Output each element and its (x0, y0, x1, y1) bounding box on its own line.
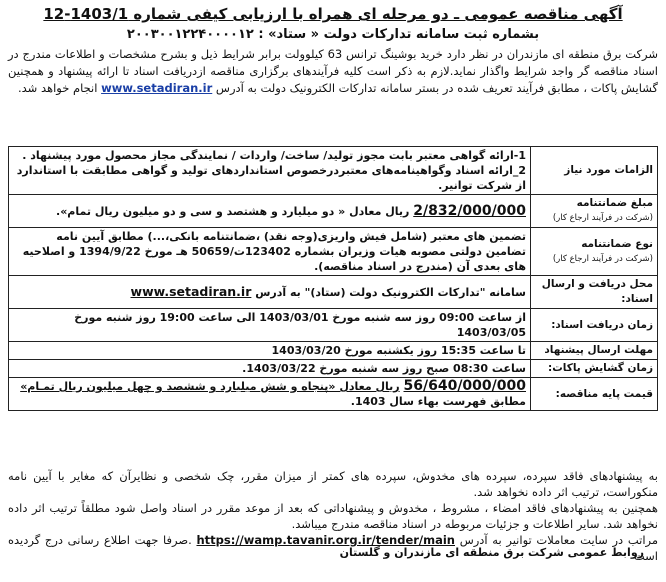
table-row (9, 309, 658, 342)
requirements-label: الزامات مورد نیاز (531, 147, 658, 195)
docs-place-text: سامانه "تدارکات الکترونیک دولت (ستاد)" به آدرس (255, 286, 526, 299)
guarantee-amount-number: 2/832/000/000 (413, 202, 526, 219)
table-row (9, 360, 658, 378)
requirement-item: 2_ارائه اسناد وگواهینامه‌های معتبردرخصوص استانداردهای تولید و گواهی مطابقت با استاندارد از شرکت توانیر. (16, 164, 526, 192)
table-row (9, 147, 658, 195)
table-row (9, 195, 658, 228)
guarantee-type-value: تضمین های معتبر (شامل فیش واریزی(وجه نقد) ،ضمانتنامه بانکی،...) مطابق آیین نامه تضامین دولتی مصوبه هیات وزیران بشماره 123402ت/50659 هـ مورخ 1394/9/22 و اصلاحیه های بعدی آن (مندرج در اسناد مناقصه). (9, 228, 531, 276)
requirement-item: 1-ارائه گواهی معتبر بابت مجوز تولید/ ساخت/ واردات / نمایندگی مجاز محصول مورد پیشنهاد . (22, 149, 526, 162)
base-price-label: قیمت پایه مناقصه: (531, 378, 658, 411)
base-price-number: 56/640/000/000 (403, 378, 526, 394)
requirements-value (9, 147, 531, 195)
guarantee-type-note: (شرکت در فرآیند ارجاع کار) (552, 253, 653, 264)
docs-place-link[interactable]: www.setadiran.ir (130, 284, 252, 299)
note-deposits: به پیشنهادهای فاقد سپرده، سپرده های مخدوش، سپرده های کمتر از میزان مقرر، چک شخصی و نظایرآن که مغایر با آیین نامه منکوراست، ترتیب اثر داده نخواهد شد. (8, 469, 658, 499)
receive-time-value: از ساعت 09:00 روز سه شنبه مورخ 1403/03/01 الی ساعت 19:00 روز شنبه مورخ 1403/03/05 (9, 309, 531, 342)
deadline-value: تا ساعت 15:35 روز یکشنبه مورخ 1403/03/20 (9, 342, 531, 360)
deadline-label: مهلت ارسال پیشنهاد (531, 342, 658, 360)
tender-details-table (8, 146, 658, 411)
setad-link[interactable]: www.setadiran.ir (101, 81, 213, 95)
guarantee-amount-label (531, 195, 658, 228)
base-price-text: ریال معادل «پنجاه و شش میلیارد و ششصد و چهل میلیون ریال تمـام» (20, 380, 400, 393)
table-row (9, 276, 658, 309)
base-price-note: مطابق فهرست بهاء سال 1403. (350, 395, 526, 408)
signature: روابط عمومی شرکت برق منطقه ای مازندران و گلستان (339, 546, 644, 559)
tavanir-link[interactable]: https://wamp.tavanir.org.ir/tender/main (196, 533, 455, 547)
note-invalid-bids: همچنین به پیشنهادهای فاقد امضاء ، مشروط ، مخدوش و پیشنهاداتی که بعد از موعد مقرر در اسناد واصل شود مطلقاً ترتیب اثر داده نخواهد شد. سایر اطلاعات و جزئیات مربوطه در اسناد مناقصه مندرج میباشد. (8, 501, 658, 531)
notice-registration-number: بشماره ثبت سامانه تدارکات دولت « ستاد» : ۲۰۰۳۰۰۱۲۲۴۰۰۰۰۱۲ (126, 27, 540, 42)
guarantee-type-label (531, 228, 658, 276)
intro-text: شرکت برق منطقه ای مازندران در نظر دارد خرید بوشینگ ترانس 63 کیلوولت برابر شرایط ذیل و بشرح مشخصات و اطلاعات مندرج در اسناد مناقصه گر واجد شرایط واگذار نماید.لازم به ذکر است کلیه فرآیندهای برگزاری مناقصه ازدریافت اسناد تا ارائه پیشنهاد و همچنین گشایش پاکات ، مطابق فرآیند تعریف شده در بستر سامانه تدارکات الکترونیک دولت به آدرس (8, 47, 658, 95)
note-tavanir-text: مراتب در سایت معاملات توانیر به آدرس (459, 533, 659, 547)
intro-text-end: انجام خواهد شد. (17, 81, 98, 95)
note-tavanir-text-end: .صرفا جهت اطلاع رسانی درج گردیده است (8, 533, 658, 563)
opening-value: ساعت 08:30 صبح روز سه شنبه مورخ 1403/03/22. (9, 360, 531, 378)
guarantee-amount-value (9, 195, 531, 228)
table-row (9, 378, 658, 411)
guarantee-amount-note: (شرکت در فرآیند ارجاع کار) (552, 213, 653, 223)
table-row (9, 228, 658, 276)
intro-paragraph (8, 46, 658, 97)
base-price-value (9, 378, 531, 411)
docs-place-value (9, 276, 531, 309)
opening-label: زمان گشایش پاکات: (531, 360, 658, 378)
notice-title: آگهی مناقصه عمومی ـ دو مرحله ای همراه با ارزیابی کیفی شماره 1403/1-12 (43, 5, 623, 23)
docs-place-label: محل دریافت و ارسال اسناد: (531, 276, 658, 309)
receive-time-label: زمان دریافت اسناد: (531, 309, 658, 342)
guarantee-type-title: نوع ضمانتنامه (581, 237, 653, 250)
guarantee-amount-title: مبلغ ضمانتنامه (576, 197, 653, 209)
table-row (9, 342, 658, 360)
guarantee-amount-text: ریال معادل « دو میلیارد و هشتصد و سی و دو میلیون ریال تمام». (56, 204, 410, 218)
